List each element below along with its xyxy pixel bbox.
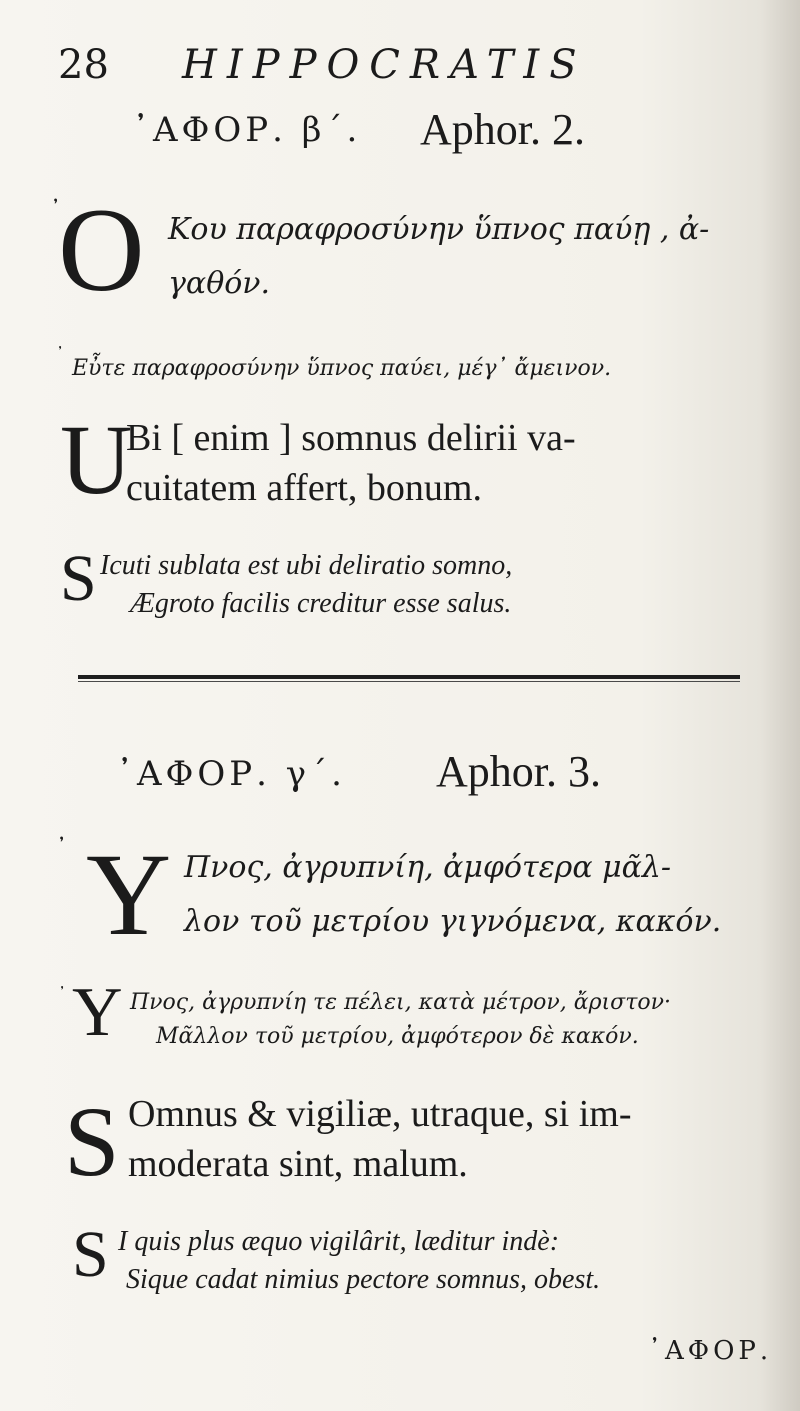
aphorism-3-heading-latin: Aphor. 3. — [436, 747, 601, 796]
aphorism-2-greek-verse: Εὖτε παραφροσύνην ὕπνος παύει, μέγ᾽ ἄμεινον. — [72, 356, 612, 381]
aphorism-3-greek-verse-line-1: Πνος, ἀγρυπνίη τε πέλει, κατὰ μέτρον, ἄριστον· — [130, 990, 671, 1015]
aphorism-3-heading-greek: ᾽ΑΦΟΡ. γ΄. — [116, 754, 346, 794]
aphorism-3-greek-line-1: Πνος, ἀγρυπνίη, ἀμφότερα μᾶλ- — [184, 850, 672, 885]
catchword: ᾽ΑΦΟΡ. — [648, 1336, 773, 1366]
aphorism-2-heading-greek: ᾽ΑΦΟΡ. β΄. — [132, 110, 362, 150]
aphorism-2-greek-line-2: γαθόν. — [168, 266, 271, 301]
aphorism-3-greek-mark: ᾿ — [56, 836, 67, 861]
aphorism-3-verse-mark: ᾿ — [58, 984, 66, 1003]
aphorism-3-latin-initial: S — [64, 1086, 120, 1197]
aphorism-2-verse-initial: S — [60, 542, 97, 615]
running-title: HIPPOCRATIS — [182, 42, 587, 88]
aphorism-2-latin-line-1: Bi [ enim ] somnus delirii va- — [126, 417, 576, 459]
aphorism-2-heading-latin: Aphor. 2. — [420, 105, 585, 154]
aphorism-3-greek-verse-initial: Υ — [72, 974, 123, 1051]
aphorism-3-latin-line-2: moderata sint, malum. — [128, 1143, 468, 1185]
aphorism-3-greek-initial: Υ — [86, 829, 172, 960]
aphorism-2-greek-mark: ᾿ — [50, 198, 61, 223]
aphorism-2-greek-line-1: Κου παραφροσύνην ὕπνος παύῃ , ἀ- — [168, 212, 710, 247]
aphorism-2-latin-line-2: cuitatem affert, bonum. — [126, 467, 482, 509]
section-divider-thin — [78, 681, 740, 682]
aphorism-3-verse-line-1: I quis plus æquo vigilârit, læditur indè: — [118, 1226, 560, 1257]
aphorism-3-latin-line-1: Omnus & vigiliæ, utraque, si im- — [128, 1093, 632, 1135]
section-divider — [78, 675, 740, 679]
aphorism-2-greek-initial: Ο — [58, 183, 145, 316]
aphorism-3-verse-initial: S — [72, 1218, 109, 1291]
aphorism-2-latin-initial: U — [60, 404, 133, 515]
aphorism-3-greek-line-2: λον τοῦ μετρίου γιγνόμενα, κακόν. — [184, 904, 722, 939]
aphorism-2-verse-line-1: Icuti sublata est ubi deliratio somno, — [100, 550, 513, 581]
aphorism-2-verse-mark: ᾽ — [56, 344, 64, 363]
aphorism-2-verse-line-2: Ægroto facilis creditur esse salus. — [130, 588, 512, 619]
aphorism-3-verse-line-2: Sique cadat nimius pectore somnus, obest. — [126, 1264, 601, 1295]
aphorism-3-greek-verse-line-2: Μᾶλλον τοῦ μετρίου, ἀμφότερον δὲ κακόν. — [156, 1024, 639, 1049]
page-number: 28 — [58, 42, 109, 88]
